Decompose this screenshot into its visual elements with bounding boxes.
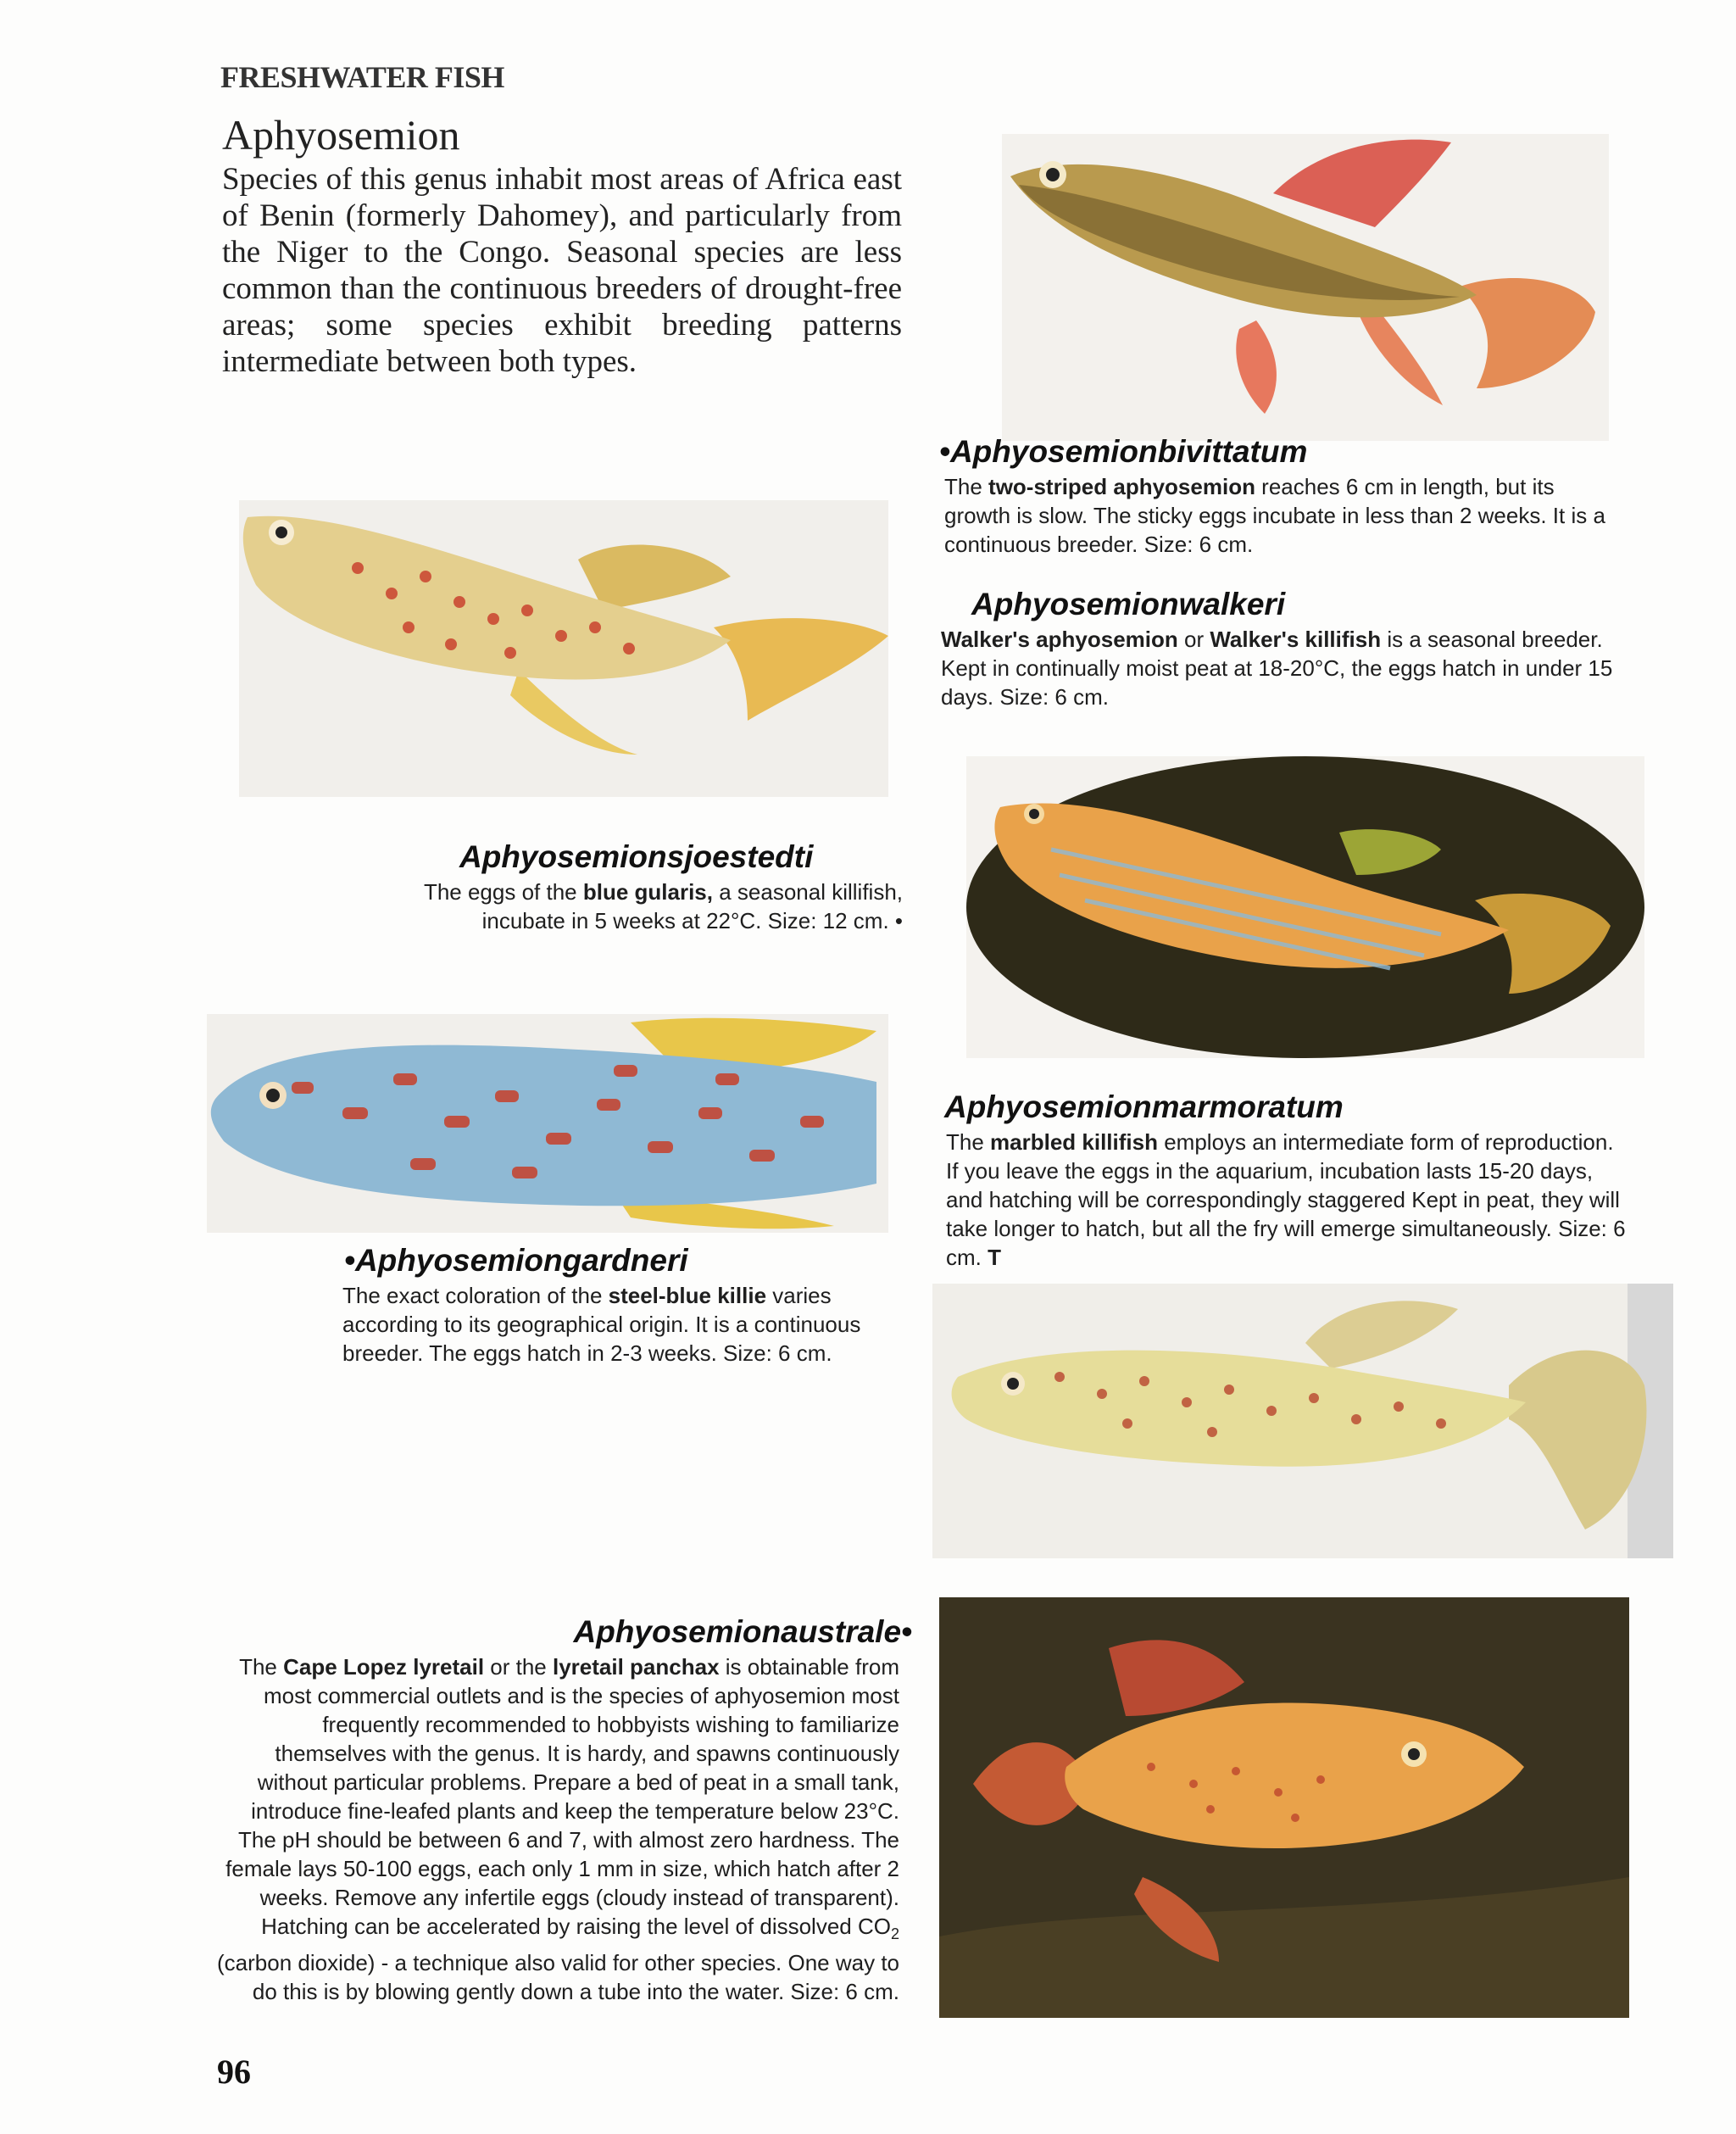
species-text-australe: The Cape Lopez lyretail or the lyretail panchax is obtainable from most commercial outlets and is the species of aphyosemion most frequently recommended to hobbyists wishing to familiarize themselves with the genus. It is hardy, and spawns continuously without particular problems. Prepare a bed of peat in a small tank, introduce fine-leafed plants and keep the temperature below 23°C. The pH should be between 6 and 7, with almost zero hardness. The female lays 50-100 eggs, each only 1 mm in size, which hatch after 2 weeks. Remove any infertile eggs (cloudy instead of transparent). Hatching can be accelerated by raising the level of dissolved $CO_2$ (carbon dioxide) - a technique also valid for other species. One way to do this is by blowing gently down a tube into the water. Size: 6 cm.	[217, 1654, 899, 2005]
fish-plate-marmoratum	[932, 1284, 1673, 1558]
species-name-marmoratum: Aphyosemionmarmoratum	[944, 1089, 1344, 1124]
fish-plate-australe	[939, 1597, 1629, 2018]
fish-plate-sjoestedti	[966, 756, 1644, 1058]
fish-plate-bivittatum	[1002, 134, 1609, 441]
page-number: 96	[217, 2053, 251, 2091]
fish-plate-walkeri	[239, 500, 888, 797]
running-head: FRESHWATER FISH	[220, 60, 504, 94]
genus-title: Aphyosemion	[222, 111, 460, 159]
species-name-sjoestedti: Aphyosemionsjoestedti	[459, 839, 814, 874]
species-name-bivittatum: •Aphyosemionbivittatum	[939, 434, 1308, 469]
species-text-walkeri: Walker's aphyosemion or Walker's killifish is a seasonal breeder. Kept in continually moist peat at 18-20°C, the eggs hatch in under 15 days. Size: 6 cm.	[941, 627, 1613, 710]
species-text-bivittatum: The two-striped aphyosemion reaches 6 cm in length, but its growth is slow. The sticky eggs incubate in less than 2 weeks. It is a continuous breeder. Size: 6 cm.	[944, 474, 1605, 557]
genus-intro-paragraph: Species of this genus inhabit most areas of Africa east of Benin (formerly Dahomey), and particularly from the Niger to the Congo. Seasonal species are less common than the continuous breeders of drought-free areas; some species exhibit breeding patterns intermediate between both types.	[222, 162, 902, 379]
species-name-walkeri: Aphyosemionwalkeri	[971, 587, 1286, 621]
species-name-gardneri: •Aphyosemiongardneri	[344, 1243, 688, 1278]
species-text-marmoratum: The marbled killifish employs an intermediate form of reproduction. If you leave the eggs in the aquarium, incubation lasts 15-20 days, and hatching will be correspondingly staggered Kept in peat, they will take longer to hatch, but all the fry will emerge simultaneously. Size: 6 cm. T	[946, 1129, 1626, 1270]
fish-plate-gardneri	[207, 1014, 888, 1233]
species-text-sjoestedti: The eggs of the blue gularis, a seasonal killifish, incubate in 5 weeks at 22°C. Size: 12 cm. •	[423, 879, 903, 933]
species-text-gardneri: The exact coloration of the steel-blue killie varies according to its geographical origin. It is a continuous breeder. The eggs hatch in 2-3 weeks. Size: 6 cm.	[342, 1283, 861, 1366]
species-name-australe: Aphyosemionaustrale•	[573, 1614, 912, 1649]
